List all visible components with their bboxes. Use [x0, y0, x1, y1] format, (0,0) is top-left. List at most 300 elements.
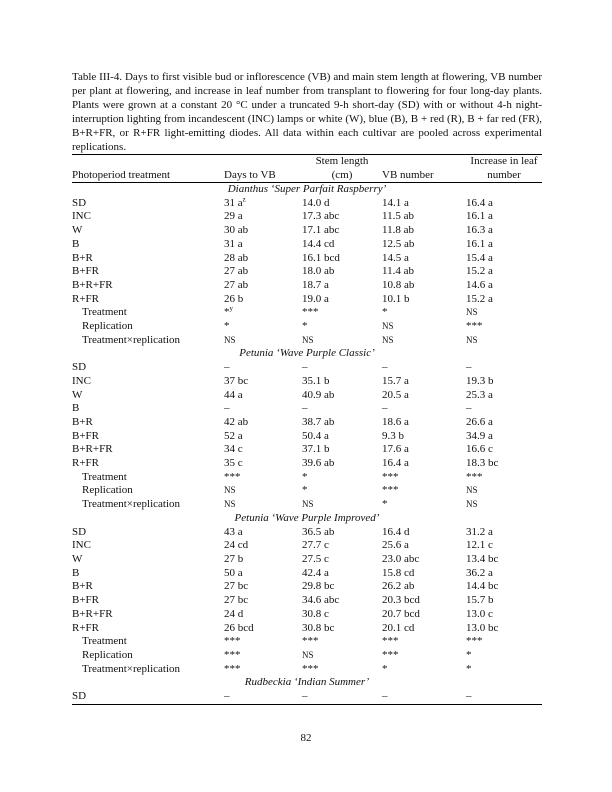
stats-label: Replication	[82, 648, 133, 661]
vb-number-cell-value: 20.3 bcd	[382, 594, 420, 607]
page-number: 82	[300, 732, 312, 744]
table-row	[72, 553, 542, 567]
significance-days-to-vb-cell	[224, 635, 302, 649]
days-to-vb-cell-value: 27 b	[224, 552, 244, 565]
significance-vb-number-cell-value: ***	[382, 484, 399, 497]
significance-days-to-vb-cell-footnote: y	[229, 304, 233, 313]
significance-days-to-vb-cell	[224, 334, 302, 348]
days-to-vb-cell	[224, 580, 302, 594]
stem-length-cell	[302, 293, 382, 307]
leaf-increase-cell-value: 13.0 bc	[466, 621, 499, 634]
table-row	[72, 389, 542, 403]
significance-leaf-increase-cell-value: *	[466, 662, 472, 675]
significance-stem-length-cell-value: *	[302, 320, 308, 333]
days-to-vb-cell-footnote: z	[242, 195, 246, 204]
stats-row	[72, 498, 542, 512]
days-to-vb-cell-value: 34 c	[224, 443, 243, 456]
days-to-vb-cell-value: 27 bc	[224, 580, 249, 593]
table-row	[72, 608, 542, 622]
leaf-increase-cell-value: 34.9 a	[466, 429, 493, 442]
significance-stem-length-cell-value: ***	[302, 635, 319, 648]
header-stem-unit: (cm)	[302, 168, 382, 183]
leaf-increase-cell-value: 19.3 b	[466, 374, 494, 387]
days-to-vb-cell	[224, 608, 302, 622]
table-row	[72, 375, 542, 389]
significance-stem-length-cell-value: NS	[302, 499, 314, 510]
table-row	[72, 402, 542, 416]
leaf-increase-cell-value: 18.3 bc	[466, 457, 499, 470]
stem-length-cell	[302, 430, 382, 444]
table-body	[72, 183, 542, 705]
vb-number-cell	[382, 594, 466, 608]
stem-length-cell-value: 17.1 abc	[302, 224, 340, 237]
treatment-cell: SD	[72, 690, 224, 704]
stem-length-cell-value: 30.8 bc	[302, 621, 335, 634]
significance-days-to-vb-cell	[224, 498, 302, 512]
leaf-increase-cell	[466, 567, 542, 581]
days-to-vb-cell-value: 44 a	[224, 388, 243, 401]
vb-number-cell-value: –	[382, 361, 388, 374]
table-row	[72, 622, 542, 636]
leaf-increase-cell	[466, 443, 542, 457]
stem-length-cell	[302, 608, 382, 622]
significance-days-to-vb-cell	[224, 663, 302, 677]
stem-length-cell-value: 18.0 ab	[302, 265, 335, 278]
stats-row	[72, 635, 542, 649]
vb-number-cell	[382, 238, 466, 252]
leaf-increase-cell	[466, 430, 542, 444]
vb-number-cell	[382, 622, 466, 636]
days-to-vb-cell-value: 31 a	[224, 196, 243, 209]
cultivar-name: Petunia ‘Wave Purple Classic’	[239, 347, 375, 360]
stats-label: Replication	[82, 320, 133, 333]
table-row	[72, 293, 542, 307]
stem-length-cell-value: 40.9 ab	[302, 388, 335, 401]
leaf-increase-cell-value: 26.6 a	[466, 415, 493, 428]
days-to-vb-cell-value: 50 a	[224, 566, 243, 579]
significance-leaf-increase-cell	[466, 334, 542, 348]
days-to-vb-cell-value: 27 ab	[224, 265, 249, 278]
table-row	[72, 416, 542, 430]
significance-leaf-increase-cell-value: ***	[466, 635, 483, 648]
stem-length-cell	[302, 197, 382, 211]
vb-number-cell	[382, 375, 466, 389]
leaf-increase-cell-value: 16.1 a	[466, 237, 493, 250]
vb-number-cell-value: 11.8 ab	[382, 224, 414, 237]
vb-number-cell-value: 14.5 a	[382, 251, 409, 264]
days-to-vb-cell-value: 30 ab	[224, 224, 249, 237]
stats-label: Treatment	[82, 306, 127, 319]
header-vb-number: VB number	[382, 168, 466, 183]
days-to-vb-cell	[224, 553, 302, 567]
table-row	[72, 567, 542, 581]
stem-length-cell-value: 16.1 bcd	[302, 251, 340, 264]
treatment-cell: B+R+FR	[72, 278, 113, 291]
vb-number-cell	[382, 457, 466, 471]
table-row	[72, 252, 542, 266]
days-to-vb-cell	[224, 293, 302, 307]
vb-number-cell-value: 9.3 b	[382, 429, 404, 442]
significance-leaf-increase-cell	[466, 471, 542, 485]
days-to-vb-cell	[224, 265, 302, 279]
vb-number-cell	[382, 690, 466, 704]
stats-row	[72, 471, 542, 485]
significance-vb-number-cell-value: ***	[382, 635, 399, 648]
leaf-increase-cell-value: 15.2 a	[466, 265, 493, 278]
stats-label: Treatment	[82, 635, 127, 648]
leaf-increase-cell	[466, 526, 542, 540]
stats-row	[72, 649, 542, 663]
stem-length-cell	[302, 279, 382, 293]
vb-number-cell-value: 16.4 a	[382, 457, 409, 470]
stem-length-cell-value: 29.8 bc	[302, 580, 335, 593]
significance-days-to-vb-cell-value: ***	[224, 648, 241, 661]
treatment-cell: B+FR	[72, 265, 99, 278]
stem-length-cell	[302, 238, 382, 252]
table-row	[72, 594, 542, 608]
treatment-cell: W	[72, 224, 83, 237]
treatment-cell: W	[72, 552, 83, 565]
table-row	[72, 265, 542, 279]
stem-length-cell-value: 27.7 c	[302, 539, 329, 552]
vb-number-cell	[382, 553, 466, 567]
days-to-vb-cell-value: 52 a	[224, 429, 243, 442]
table-row	[72, 443, 542, 457]
data-table-container	[72, 154, 542, 705]
vb-number-cell-value: 10.1 b	[382, 292, 410, 305]
vb-number-cell-value: 18.6 a	[382, 415, 409, 428]
table-row	[72, 580, 542, 594]
days-to-vb-cell	[224, 389, 302, 403]
header-days-to-vb: Days to VB	[224, 168, 302, 183]
stem-length-cell-value: 39.6 ab	[302, 457, 335, 470]
header-leaf-number: number	[466, 168, 542, 183]
significance-leaf-increase-cell	[466, 663, 542, 677]
significance-stem-length-cell	[302, 663, 382, 677]
stats-label: Treatment×replication	[82, 662, 181, 675]
vb-number-cell	[382, 265, 466, 279]
stem-length-cell	[302, 553, 382, 567]
table-row	[72, 279, 542, 293]
vb-number-cell	[382, 252, 466, 266]
treatment-cell: B+FR	[72, 429, 99, 442]
vb-number-cell	[382, 443, 466, 457]
days-to-vb-cell	[224, 416, 302, 430]
stats-row	[72, 306, 542, 320]
stem-length-cell-value: 35.1 b	[302, 374, 330, 387]
significance-leaf-increase-cell	[466, 306, 542, 320]
vb-number-cell	[382, 224, 466, 238]
treatment-cell: R+FR	[72, 292, 99, 305]
stem-length-cell-value: 42.4 a	[302, 566, 329, 579]
vb-number-cell-value: 11.4 ab	[382, 265, 414, 278]
leaf-increase-cell	[466, 539, 542, 553]
vb-number-cell	[382, 197, 466, 211]
stem-length-cell-value: 50.4 a	[302, 429, 329, 442]
significance-vb-number-cell-value: *	[382, 662, 388, 675]
significance-leaf-increase-cell-value: ***	[466, 320, 483, 333]
leaf-increase-cell-value: 16.4 a	[466, 196, 493, 209]
days-to-vb-cell-value: 43 a	[224, 525, 243, 538]
leaf-increase-cell	[466, 265, 542, 279]
cultivar-name: Petunia ‘Wave Purple Improved’	[234, 511, 380, 524]
vb-number-cell-value: 20.1 cd	[382, 621, 415, 634]
leaf-increase-cell	[466, 594, 542, 608]
significance-days-to-vb-cell-value: ***	[224, 470, 241, 483]
vb-number-cell	[382, 526, 466, 540]
leaf-increase-cell-value: 12.1 c	[466, 539, 493, 552]
significance-days-to-vb-cell	[224, 320, 302, 334]
stem-length-cell	[302, 622, 382, 636]
significance-leaf-increase-cell	[466, 498, 542, 512]
leaf-increase-cell	[466, 553, 542, 567]
days-to-vb-cell-value: 27 ab	[224, 278, 249, 291]
significance-vb-number-cell	[382, 663, 466, 677]
significance-leaf-increase-cell-value: NS	[466, 307, 478, 318]
significance-days-to-vb-cell-value: ***	[224, 635, 241, 648]
stem-length-cell-value: 38.7 ab	[302, 415, 335, 428]
table-row	[72, 238, 542, 252]
leaf-increase-cell	[466, 252, 542, 266]
stem-length-cell	[302, 210, 382, 224]
header-photoperiod: Photoperiod treatment	[72, 168, 224, 183]
stem-length-cell-value: 18.7 a	[302, 278, 329, 291]
treatment-cell: B	[72, 566, 80, 579]
leaf-increase-cell-value: 14.4 bc	[466, 580, 499, 593]
cultivar-row	[72, 676, 542, 690]
significance-leaf-increase-cell	[466, 484, 542, 498]
leaf-increase-cell-value: 25.3 a	[466, 388, 493, 401]
vb-number-cell-value: 26.2 ab	[382, 580, 415, 593]
significance-days-to-vb-cell	[224, 484, 302, 498]
days-to-vb-cell	[224, 402, 302, 416]
days-to-vb-cell-value: 42 ab	[224, 415, 249, 428]
vb-number-cell-value: 17.6 a	[382, 443, 409, 456]
significance-vb-number-cell-value: ***	[382, 470, 399, 483]
treatment-cell: W	[72, 388, 83, 401]
leaf-increase-cell	[466, 457, 542, 471]
stem-length-cell	[302, 265, 382, 279]
stem-length-cell-value: 14.4 cd	[302, 237, 335, 250]
treatment-cell: B+R	[72, 415, 93, 428]
leaf-increase-cell-value: –	[466, 402, 472, 415]
stem-length-cell	[302, 402, 382, 416]
stem-length-cell	[302, 252, 382, 266]
leaf-increase-cell	[466, 389, 542, 403]
leaf-increase-cell-value: 16.6 c	[466, 443, 493, 456]
significance-days-to-vb-cell	[224, 471, 302, 485]
days-to-vb-cell-value: 35 c	[224, 457, 243, 470]
treatment-cell: SD	[72, 361, 87, 374]
significance-vb-number-cell	[382, 320, 466, 334]
leaf-increase-cell-value: 13.0 c	[466, 607, 493, 620]
days-to-vb-cell	[224, 567, 302, 581]
leaf-increase-cell	[466, 210, 542, 224]
days-to-vb-cell	[224, 197, 302, 211]
significance-vb-number-cell	[382, 498, 466, 512]
leaf-increase-cell-value: 16.3 a	[466, 224, 493, 237]
significance-leaf-increase-cell-value: NS	[466, 334, 478, 345]
stem-length-cell-value: 37.1 b	[302, 443, 330, 456]
stem-length-cell-value: –	[302, 402, 308, 415]
header-spacer	[224, 155, 302, 169]
significance-stem-length-cell	[302, 471, 382, 485]
significance-leaf-increase-cell-value: *	[466, 648, 472, 661]
leaf-increase-cell-value: –	[466, 361, 472, 374]
stem-length-cell-value: 36.5 ab	[302, 525, 335, 538]
significance-stem-length-cell-value: ***	[302, 306, 319, 319]
leaf-increase-cell	[466, 580, 542, 594]
days-to-vb-cell	[224, 361, 302, 375]
significance-stem-length-cell	[302, 635, 382, 649]
leaf-increase-cell-value: 16.1 a	[466, 210, 493, 223]
header-stem-length: Stem length	[302, 155, 382, 169]
treatment-cell: B+R	[72, 251, 93, 264]
table-row	[72, 690, 542, 704]
vb-number-cell-value: 25.6 a	[382, 539, 409, 552]
leaf-increase-cell	[466, 224, 542, 238]
significance-vb-number-cell	[382, 649, 466, 663]
treatment-cell: B+R	[72, 580, 93, 593]
days-to-vb-cell	[224, 224, 302, 238]
stem-length-cell	[302, 389, 382, 403]
table-row	[72, 361, 542, 375]
cultivar-row	[72, 183, 542, 197]
significance-stem-length-cell	[302, 334, 382, 348]
significance-stem-length-cell-value: *	[302, 470, 308, 483]
treatment-cell: B+FR	[72, 594, 99, 607]
significance-vb-number-cell-value: NS	[382, 321, 394, 332]
days-to-vb-cell	[224, 622, 302, 636]
significance-vb-number-cell	[382, 334, 466, 348]
stem-length-cell-value: –	[302, 361, 308, 374]
significance-leaf-increase-cell-value: NS	[466, 499, 478, 510]
vb-number-cell-value: 20.7 bcd	[382, 607, 420, 620]
significance-stem-length-cell-value: *	[302, 484, 308, 497]
table-row	[72, 539, 542, 553]
stem-length-cell-value: –	[302, 690, 308, 703]
leaf-increase-cell-value: 14.6 a	[466, 278, 493, 291]
stem-length-cell-value: 30.8 c	[302, 607, 329, 620]
stats-label: Treatment×replication	[82, 498, 181, 511]
leaf-increase-cell-value: 13.4 bc	[466, 552, 499, 565]
significance-leaf-increase-cell	[466, 320, 542, 334]
stem-length-cell-value: 14.0 d	[302, 196, 330, 209]
significance-stem-length-cell-value: ***	[302, 662, 319, 675]
vb-number-cell-value: 15.7 a	[382, 374, 409, 387]
days-to-vb-cell	[224, 238, 302, 252]
treatment-cell: INC	[72, 210, 91, 223]
table-row	[72, 430, 542, 444]
stem-length-cell	[302, 375, 382, 389]
treatment-cell: B+R+FR	[72, 607, 113, 620]
stats-label: Treatment×replication	[82, 333, 181, 346]
vb-number-cell	[382, 580, 466, 594]
vb-number-cell-value: 14.1 a	[382, 196, 409, 209]
stem-length-cell-value: 17.3 abc	[302, 210, 340, 223]
cultivar-row	[72, 512, 542, 526]
days-to-vb-cell	[224, 594, 302, 608]
significance-days-to-vb-cell-value: *	[224, 306, 230, 319]
cultivar-name: Rudbeckia ‘Indian Summer’	[244, 676, 370, 689]
leaf-increase-cell	[466, 690, 542, 704]
significance-vb-number-cell	[382, 635, 466, 649]
significance-vb-number-cell-value: ***	[382, 648, 399, 661]
treatment-cell: R+FR	[72, 457, 99, 470]
header-row-top	[72, 155, 542, 169]
significance-vb-number-cell-value: NS	[382, 334, 394, 345]
significance-leaf-increase-cell	[466, 635, 542, 649]
vb-number-cell-value: –	[382, 402, 388, 415]
treatment-cell: B+R+FR	[72, 443, 113, 456]
significance-days-to-vb-cell	[224, 649, 302, 663]
vb-number-cell-value: –	[382, 690, 388, 703]
header-spacer	[382, 155, 466, 169]
vb-number-cell-value: 10.8 ab	[382, 278, 415, 291]
vb-number-cell-value: 15.8 cd	[382, 566, 415, 579]
vb-number-cell	[382, 210, 466, 224]
significance-leaf-increase-cell-value: NS	[466, 485, 478, 496]
stem-length-cell	[302, 224, 382, 238]
vb-number-cell-value: 16.4 d	[382, 525, 410, 538]
stem-length-cell	[302, 443, 382, 457]
treatment-cell: SD	[72, 196, 87, 209]
significance-days-to-vb-cell	[224, 306, 302, 320]
stem-length-cell	[302, 526, 382, 540]
table-caption: Table III-4. Days to first visible bud or inflorescence (VB) and main stem length at flowering, VB number per plant at flowering, and increase in leaf number from transplant to flowering for four long-day plants. Plants were grown at a constant 20 °C under a truncated 9-h short-day (SD) with or without 4-h night-interruption lighting from incandescent (INC) lamps or white (W), blue (B), B + red (R), B + far red (FR), B+R+FR, or R+FR light-emitting diodes. All data within each cultivar are pooled across experimental replications.	[72, 71, 542, 153]
header-spacer	[72, 155, 224, 169]
stem-length-cell-value: 19.0 a	[302, 292, 329, 305]
stem-length-cell	[302, 361, 382, 375]
days-to-vb-cell	[224, 430, 302, 444]
significance-stem-length-cell	[302, 498, 382, 512]
significance-days-to-vb-cell-value: NS	[224, 485, 236, 496]
vb-number-cell-value: 12.5 ab	[382, 237, 415, 250]
days-to-vb-cell-value: –	[224, 361, 230, 374]
significance-vb-number-cell	[382, 471, 466, 485]
leaf-increase-cell	[466, 361, 542, 375]
significance-stem-length-cell-value: NS	[302, 334, 314, 345]
treatment-cell: B	[72, 237, 80, 250]
days-to-vb-cell-value: 26 b	[224, 292, 244, 305]
leaf-increase-cell	[466, 197, 542, 211]
significance-vb-number-cell	[382, 484, 466, 498]
leaf-increase-cell-value: –	[466, 690, 472, 703]
significance-days-to-vb-cell-value: NS	[224, 499, 236, 510]
significance-days-to-vb-cell-value: *	[224, 320, 230, 333]
table-row	[72, 224, 542, 238]
stats-label: Replication	[82, 484, 133, 497]
data-table	[72, 154, 542, 705]
table-row	[72, 197, 542, 211]
vb-number-cell	[382, 416, 466, 430]
days-to-vb-cell	[224, 539, 302, 553]
significance-days-to-vb-cell-value: ***	[224, 662, 241, 675]
stats-row	[72, 663, 542, 677]
significance-vb-number-cell-value: *	[382, 306, 388, 319]
leaf-increase-cell-value: 36.2 a	[466, 566, 493, 579]
days-to-vb-cell-value: 26 bcd	[224, 621, 254, 634]
significance-leaf-increase-cell-value: ***	[466, 470, 483, 483]
days-to-vb-cell	[224, 279, 302, 293]
days-to-vb-cell	[224, 443, 302, 457]
leaf-increase-cell	[466, 622, 542, 636]
vb-number-cell	[382, 539, 466, 553]
stem-length-cell	[302, 594, 382, 608]
leaf-increase-cell-value: 15.2 a	[466, 292, 493, 305]
leaf-increase-cell	[466, 293, 542, 307]
significance-leaf-increase-cell	[466, 649, 542, 663]
